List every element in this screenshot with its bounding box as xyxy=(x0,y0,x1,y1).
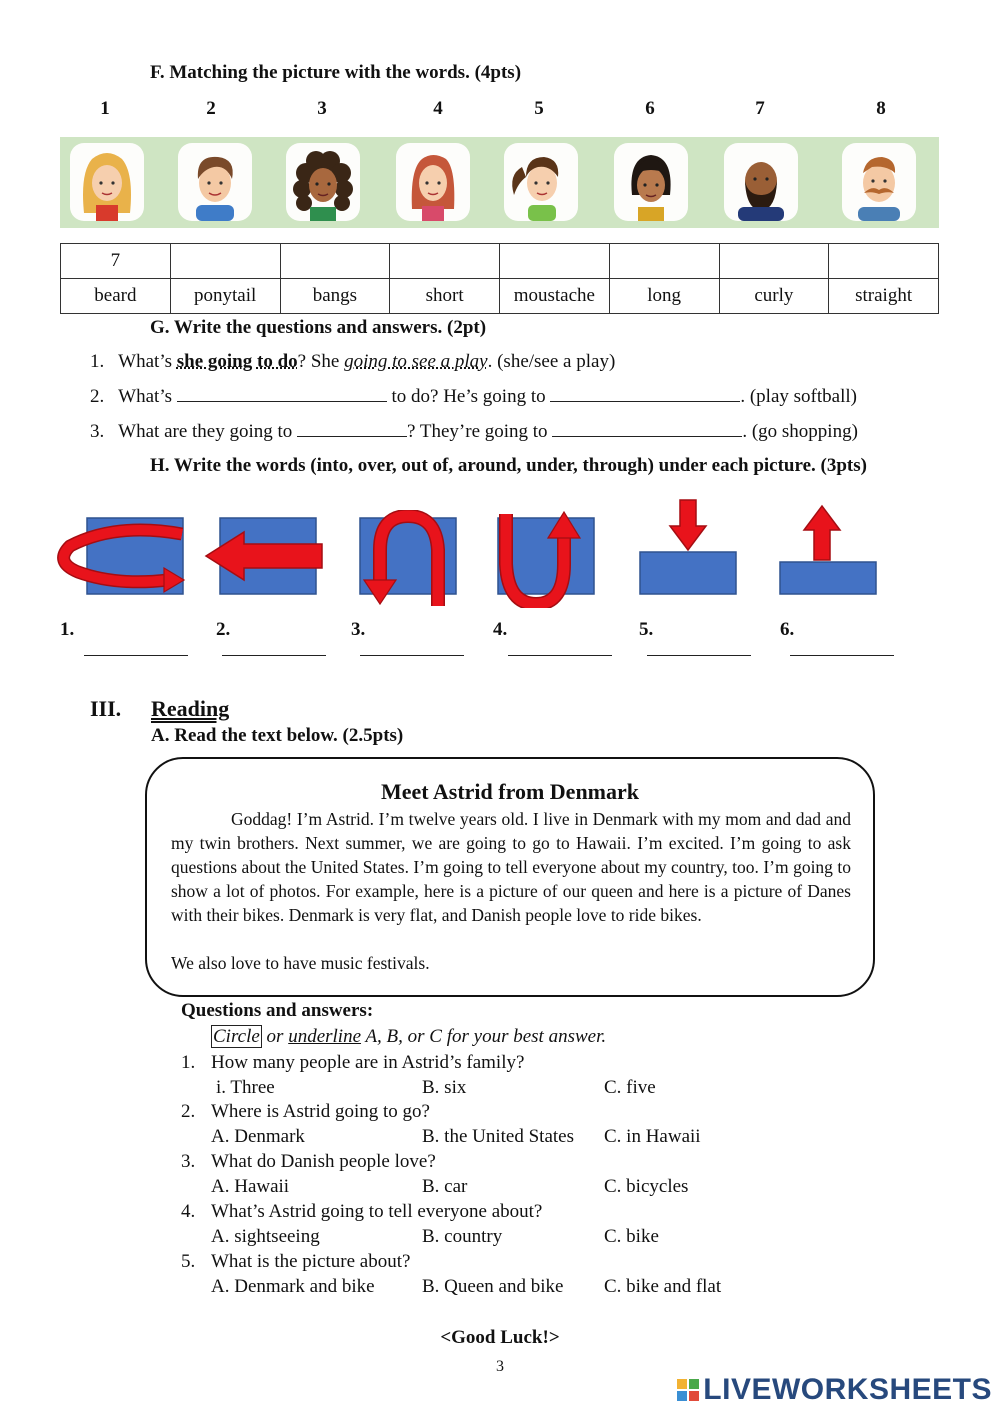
answer-blank[interactable] xyxy=(550,401,740,402)
question-number: 2. xyxy=(181,1101,196,1122)
question-g2 xyxy=(90,386,857,408)
question-number: 4. xyxy=(181,1201,196,1222)
word-cell: beard xyxy=(61,279,171,314)
section-f-title: F. Matching the picture with the words. (4pts) xyxy=(150,62,522,83)
qa-instructions xyxy=(211,1026,606,1048)
over-diagram xyxy=(356,510,460,608)
face-short-hair-picture xyxy=(178,143,252,221)
answer-line[interactable] xyxy=(360,655,464,656)
picture-label: 1. xyxy=(60,619,75,640)
word-cell: curly xyxy=(719,279,829,314)
face-bangs-picture xyxy=(614,143,688,221)
face-straight-hair-picture xyxy=(396,143,470,221)
question-text: ? They’re going to xyxy=(407,421,553,442)
picture-number: 6 xyxy=(645,98,655,119)
section-g-title: G. Write the questions and answers. (2pt) xyxy=(150,317,487,338)
option-a[interactable]: A. sightseeing xyxy=(211,1226,320,1247)
option-c[interactable]: C. five xyxy=(604,1077,656,1098)
question-hint: . (play softball) xyxy=(740,386,857,407)
picture-number: 8 xyxy=(876,98,886,119)
question-number: 3. xyxy=(90,421,105,442)
up-out-of-diagram xyxy=(776,504,880,598)
question-g1 xyxy=(90,351,615,373)
face-moustache-picture xyxy=(842,143,916,221)
option-a[interactable]: A. Denmark xyxy=(211,1126,305,1147)
picture-label: 6. xyxy=(780,619,795,640)
answer-line[interactable] xyxy=(222,655,326,656)
option-a[interactable]: i. Three xyxy=(216,1077,275,1098)
picture-number: 1 xyxy=(100,98,110,119)
answer-row xyxy=(61,244,939,279)
matching-table xyxy=(60,243,939,314)
face-ponytail-picture xyxy=(504,143,578,221)
faces-strip xyxy=(60,137,939,228)
instruction-text: or xyxy=(261,1026,289,1047)
answer-cell[interactable] xyxy=(829,244,939,279)
question-number: 5. xyxy=(181,1251,196,1272)
answer-blank[interactable] xyxy=(297,436,407,437)
question-number: 1. xyxy=(181,1052,196,1073)
reading-heading: Reading xyxy=(151,696,230,721)
picture-label: 3. xyxy=(351,619,366,640)
question-hint: . (go shopping) xyxy=(742,421,858,442)
passage-paragraph: Goddag! I’m Astrid. I’m twelve years old. I live in Denmark with my mom and dad and my twin brothers. Next summer, we are going to go to Hawaii. I’m excited. I’m going to ask questions about the United States. I’m going to tell everyone about my country, too. I’m going to show a lot of photos. For example, here is a picture of our queen and here is a picture of Danes with their bikes. Denmark is very flat, and Danish people love to ride bikes. xyxy=(171,809,851,925)
logo-icon xyxy=(677,1379,699,1401)
face-long-hair-picture xyxy=(70,143,144,221)
face-curly-hair-picture xyxy=(286,143,360,221)
instruction-text: A, B, or C for your best answer. xyxy=(361,1026,607,1047)
answer-blank[interactable] xyxy=(552,436,742,437)
answer-filled[interactable]: going to see a play xyxy=(344,351,488,372)
out-of-diagram xyxy=(202,514,324,596)
question-hint: . (she/see a play) xyxy=(487,351,616,372)
liveworksheets-logo xyxy=(677,1373,992,1407)
word-cell: bangs xyxy=(280,279,390,314)
picture-number: 2 xyxy=(206,98,216,119)
face-beard-picture xyxy=(724,143,798,221)
answer-cell[interactable] xyxy=(280,244,390,279)
picture-label: 5. xyxy=(639,619,654,640)
picture-label: 2. xyxy=(216,619,231,640)
answer-cell[interactable]: 7 xyxy=(61,244,171,279)
answer-filled[interactable]: she going to do xyxy=(176,351,298,372)
passage-box xyxy=(145,757,875,997)
question-text: ? She xyxy=(297,351,345,372)
option-b[interactable]: B. Queen and bike xyxy=(422,1276,564,1297)
under-diagram xyxy=(494,508,598,608)
section-roman-numeral: III. xyxy=(90,696,122,721)
word-cell: short xyxy=(390,279,500,314)
picture-number: 3 xyxy=(317,98,327,119)
passage-title: Meet Astrid from Denmark xyxy=(380,779,640,804)
word-row xyxy=(61,279,939,314)
option-b[interactable]: B. the United States xyxy=(422,1126,574,1147)
question-text: What are they going to xyxy=(118,421,298,442)
answer-cell[interactable] xyxy=(609,244,719,279)
answer-line[interactable] xyxy=(647,655,751,656)
picture-number: 7 xyxy=(755,98,765,119)
answer-cell[interactable] xyxy=(500,244,610,279)
word-cell: moustache xyxy=(500,279,610,314)
question-text: What do Danish people love? xyxy=(211,1151,436,1172)
picture-number: 4 xyxy=(433,98,443,119)
section-h-title: H. Write the words (into, over, out of, around, under, through) under each picture. (3pts) xyxy=(150,455,867,476)
into-diagram xyxy=(636,498,740,598)
question-text: to do? He’s going to xyxy=(386,386,551,407)
picture-label: 4. xyxy=(493,619,508,640)
word-cell: long xyxy=(609,279,719,314)
picture-number: 5 xyxy=(534,98,544,119)
word-cell: ponytail xyxy=(170,279,280,314)
answer-line[interactable] xyxy=(790,655,894,656)
option-a[interactable]: A. Hawaii xyxy=(211,1176,290,1197)
option-c[interactable]: C. bike and flat xyxy=(604,1276,722,1297)
question-g3 xyxy=(90,421,858,443)
question-number: 3. xyxy=(181,1151,196,1172)
answer-cell[interactable] xyxy=(390,244,500,279)
reading-subheading: A. Read the text below. (2.5pts) xyxy=(151,725,404,746)
question-text: What’s xyxy=(118,351,177,372)
around-diagram xyxy=(56,514,188,596)
qa-title: Questions and answers: xyxy=(181,1000,374,1021)
answer-cell[interactable] xyxy=(719,244,829,279)
option-b[interactable]: B. six xyxy=(422,1077,467,1098)
answer-cell[interactable] xyxy=(170,244,280,279)
instruction-underline: underline xyxy=(288,1026,362,1047)
logo-text: LIVEWORKSHEETS xyxy=(703,1373,992,1406)
question-text: How many people are in Astrid’s family? xyxy=(211,1052,525,1073)
answer-line[interactable] xyxy=(84,655,188,656)
page-number: 3 xyxy=(496,1358,504,1375)
question-number: 2. xyxy=(90,386,105,407)
question-number: 1. xyxy=(90,351,105,372)
question-text: What’s xyxy=(118,386,177,407)
instruction-circle: Circle xyxy=(213,1026,260,1047)
passage-paragraph: We also love to have music festivals. xyxy=(171,953,430,973)
question-text: What is the picture about? xyxy=(211,1251,411,1272)
question-text: What’s Astrid going to tell everyone about? xyxy=(211,1201,543,1222)
option-c[interactable]: C. in Hawaii xyxy=(604,1126,701,1147)
answer-line[interactable] xyxy=(508,655,612,656)
answer-blank[interactable] xyxy=(177,401,387,402)
word-cell: straight xyxy=(829,279,939,314)
good-luck-text: <Good Luck!> xyxy=(440,1327,560,1348)
option-b[interactable]: B. country xyxy=(422,1226,503,1247)
option-a[interactable]: A. Denmark and bike xyxy=(211,1276,375,1297)
option-c[interactable]: C. bike xyxy=(604,1226,659,1247)
option-b[interactable]: B. car xyxy=(422,1176,468,1197)
question-text: Where is Astrid going to go? xyxy=(211,1101,430,1122)
option-c[interactable]: C. bicycles xyxy=(604,1176,689,1197)
